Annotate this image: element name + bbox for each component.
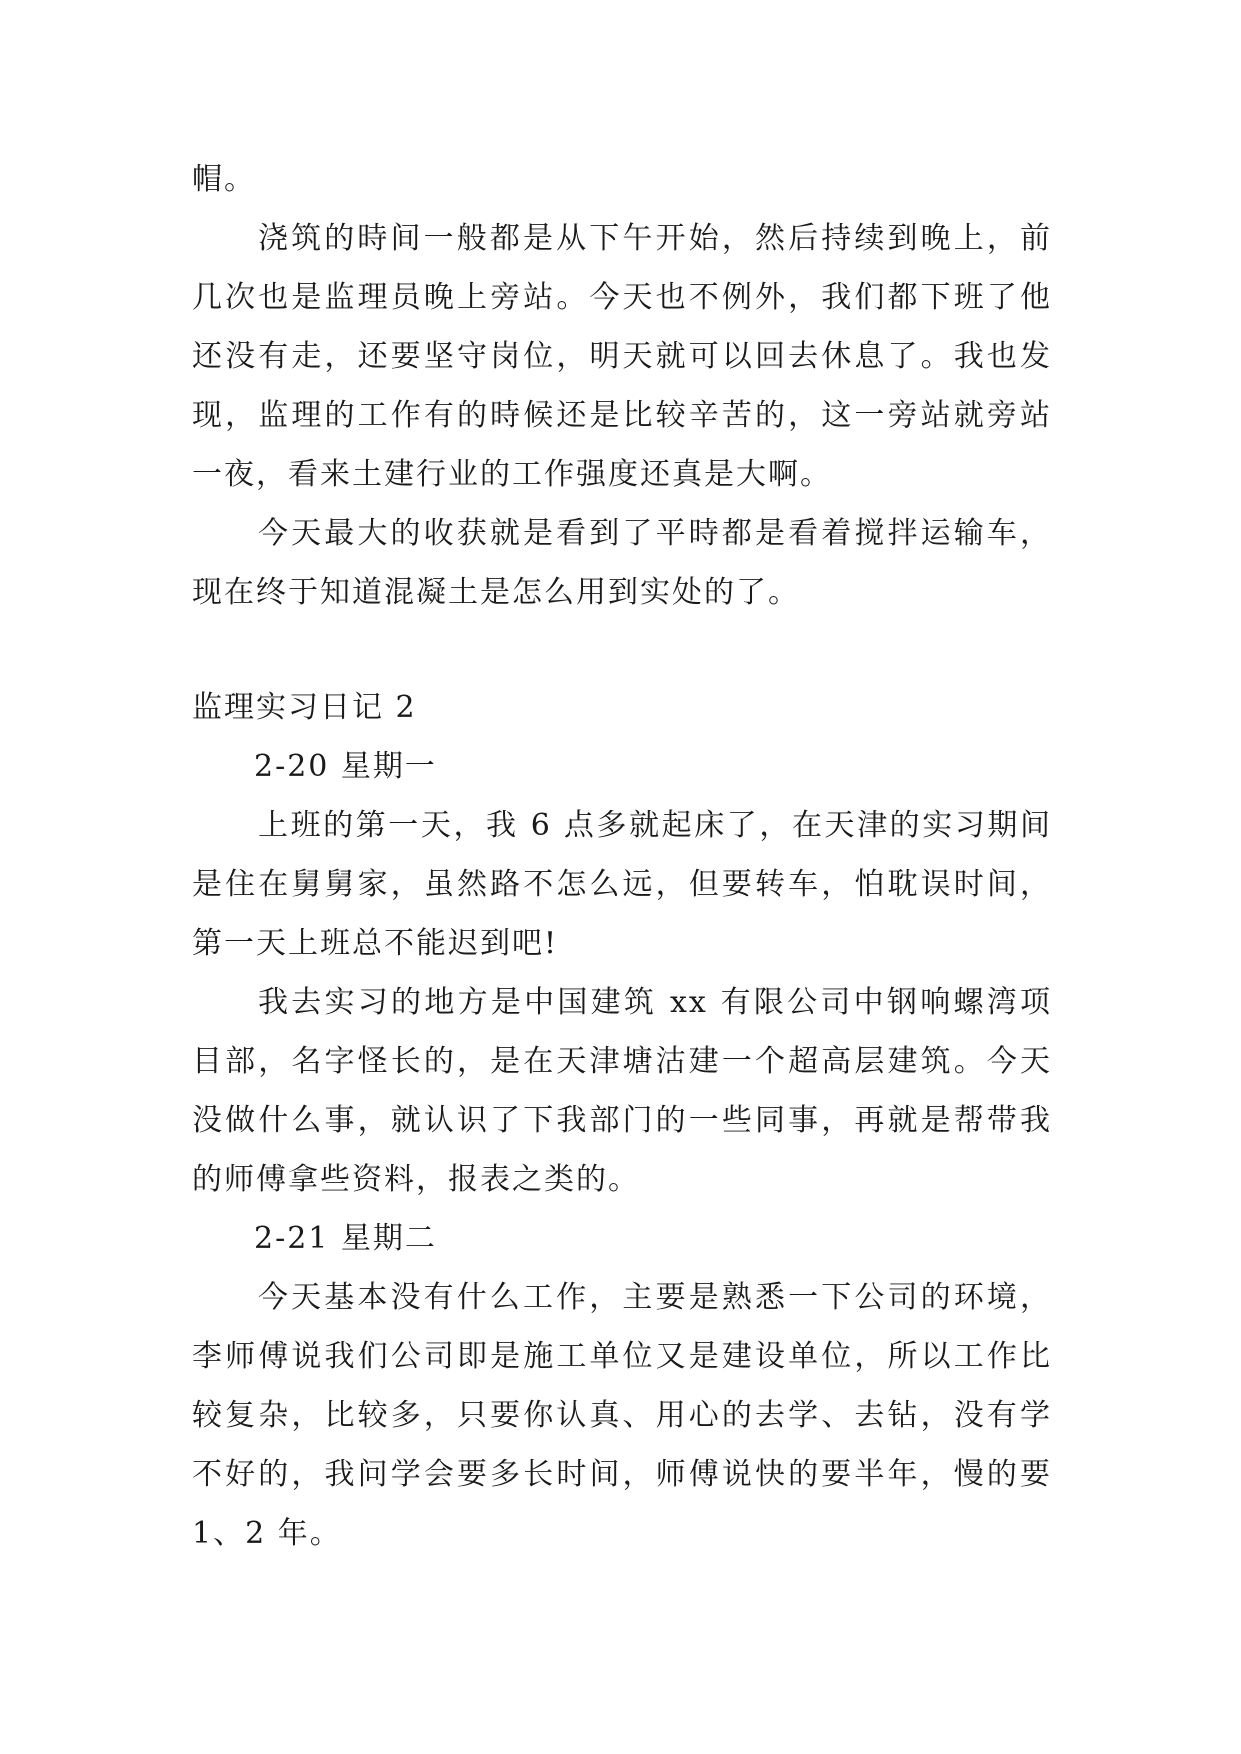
continuation-text: 帽。: [192, 162, 256, 197]
entry-date: 2-20 星期一: [254, 749, 437, 784]
paragraph: 今天最大的收获就是看到了平時都是看着搅拌运输车，现在终于知道混凝土是怎么用到实处的了。: [192, 516, 1052, 610]
document-body: [192, 150, 1052, 1563]
paragraph: 浇筑的時间一般都是从下午开始，然后持续到晚上，前几次也是监理员晚上旁站。今天也不例外，我们都下班了他还没有走，还要坚守岗位，明天就可以回去休息了。我也发现，监理的工作有的時候还是比较辛苦的，这一旁站就旁站一夜，看来土建行业的工作强度还真是大啊。: [192, 221, 1052, 492]
entry-date: 2-21 星期二: [254, 1221, 437, 1256]
paragraph: 我去实习的地方是中国建筑 xx 有限公司中钢响螺湾项目部，名字怪长的，是在天津塘沽建一个超高层建筑。今天没做什么事，就认识了下我部门的一些同事，再就是帮带我的师傅拿些资料，报表之类的。: [192, 985, 1052, 1197]
section-title: 监理实习日记 2: [192, 690, 417, 725]
paragraph: 今天基本没有什么工作，主要是熟悉一下公司的环境，李师傅说我们公司即是施工单位又是建设单位，所以工作比较复杂，比较多，只要你认真、用心的去学、去钻，没有学不好的，我问学会要多长时间，师傅说快的要半年，慢的要 1、2 年。: [192, 1280, 1052, 1551]
paragraph: 上班的第一天，我 6 点多就起床了，在天津的实习期间是住在舅舅家，虽然路不怎么远，但要转车，怕耽误时间，第一天上班总不能迟到吧!: [192, 808, 1052, 961]
